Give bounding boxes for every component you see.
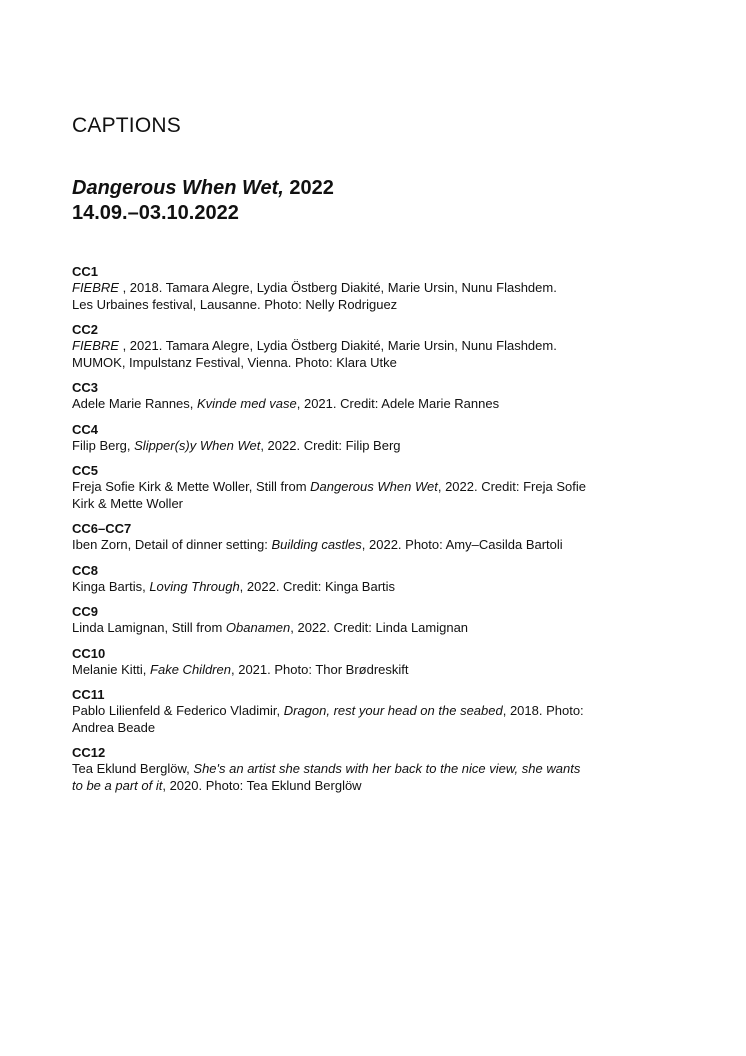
caption-code: CC11 [72,687,105,702]
caption-text-part: Kinga Bartis, [72,578,150,594]
caption-title-italic: to be a part of it [72,777,163,793]
caption-item [72,521,682,554]
exhibition-heading [72,176,334,226]
caption-title-italic: She's an artist she stands with her back to the nice view, she wants [193,761,581,776]
page-title: CAPTIONS [72,114,181,137]
caption-text [72,662,682,679]
caption-item [72,646,682,679]
caption-text [72,438,682,455]
caption-text-part: , 2022. Credit: Filip Berg [260,437,401,453]
caption-text-part: , 2018. Photo: [502,703,584,718]
caption-title-italic: Dangerous When Wet [310,479,438,494]
caption-text [72,537,682,554]
caption-title-italic: Slipper(s)y When Wet [134,437,261,453]
caption-text-part: , 2021. Tamara Alegre, Lydia Östberg Diakité, Marie Ursin, Nunu Flashdem. [118,338,557,353]
caption-text-part: Filip Berg, [72,437,135,453]
caption-title-italic: FIEBRE [72,338,119,353]
caption-text-part: Melanie Kitti, [72,661,151,677]
caption-text-part: , 2022. Photo: Amy–Casilda Bartoli [361,537,563,552]
caption-code: CC9 [72,604,99,619]
caption-item [72,264,682,313]
caption-text-part: , 2021. Photo: Thor Brødreskift [230,661,409,677]
caption-text-part: , 2021. Credit: Adele Marie Rannes [296,396,500,411]
caption-item [72,687,682,736]
caption-code: CC6–CC7 [72,521,132,536]
caption-code: CC4 [72,421,99,437]
caption-text-part: , 2018. Tamara Alegre, Lydia Östberg Diakité, Marie Ursin, Nunu Flashdem. [118,280,557,295]
caption-code: CC10 [72,645,106,661]
caption-text-part: , 2022. Credit: Linda Lamignan [290,620,469,635]
exhibition-dates: 14.09.–03.10.2022 [72,202,239,224]
caption-text-part: , 2022. Credit: Freja Sofie [437,479,586,494]
caption-item [72,322,682,371]
caption-item [72,422,682,455]
caption-code: CC3 [72,380,99,395]
caption-text-part: Freja Sofie Kirk & Mette Woller, Still from [72,479,311,494]
caption-title-italic: Kvinde med vase [197,396,297,411]
caption-text [72,280,682,313]
caption-item [72,463,682,512]
caption-text-part: Linda Lamignan, Still from [72,620,226,635]
caption-title-italic: Building castles [271,537,362,552]
caption-text [72,479,682,512]
caption-code: CC2 [72,322,99,337]
caption-text-part: , 2022. Credit: Kinga Bartis [239,578,396,594]
caption-text [72,396,682,413]
caption-title-italic: Loving Through [149,578,240,594]
caption-text-part: Iben Zorn, Detail of dinner setting: [72,537,272,552]
caption-text-part: Kirk & Mette Woller [72,495,184,511]
caption-text [72,761,682,794]
caption-text [72,579,682,596]
caption-title-italic: Obanamen [225,620,291,635]
caption-code: CC1 [72,264,99,279]
exhibition-name: Dangerous When Wet, [72,177,284,199]
caption-text-part: Tea Eklund Berglöw, [72,761,194,776]
caption-item [72,604,682,637]
caption-text-part: , 2020. Photo: Tea Eklund Berglöw [162,777,362,793]
caption-code: CC5 [72,463,99,478]
caption-text-part: Andrea Beade [72,719,156,735]
caption-code: CC12 [72,745,106,760]
caption-text [72,338,682,371]
caption-text-part: Adele Marie Rannes, [72,396,198,411]
caption-text-part: Pablo Lilienfeld & Federico Vladimir, [72,703,284,718]
caption-text [72,703,682,736]
exhibition-year: 2022 [283,177,334,199]
caption-text-part: MUMOK, Impulstanz Festival, Vienna. Photo: Klara Utke [72,354,397,370]
caption-item [72,563,682,596]
caption-item [72,745,682,794]
caption-item [72,380,682,413]
caption-title-italic: Fake Children [150,661,231,677]
caption-text [72,620,682,637]
caption-text-part: Les Urbaines festival, Lausanne. Photo: Nelly Rodriguez [72,296,398,312]
captions-list [72,264,682,803]
caption-title-italic: FIEBRE [72,280,119,295]
caption-title-italic: Dragon, rest your head on the seabed [283,703,503,718]
caption-code: CC8 [72,562,99,578]
